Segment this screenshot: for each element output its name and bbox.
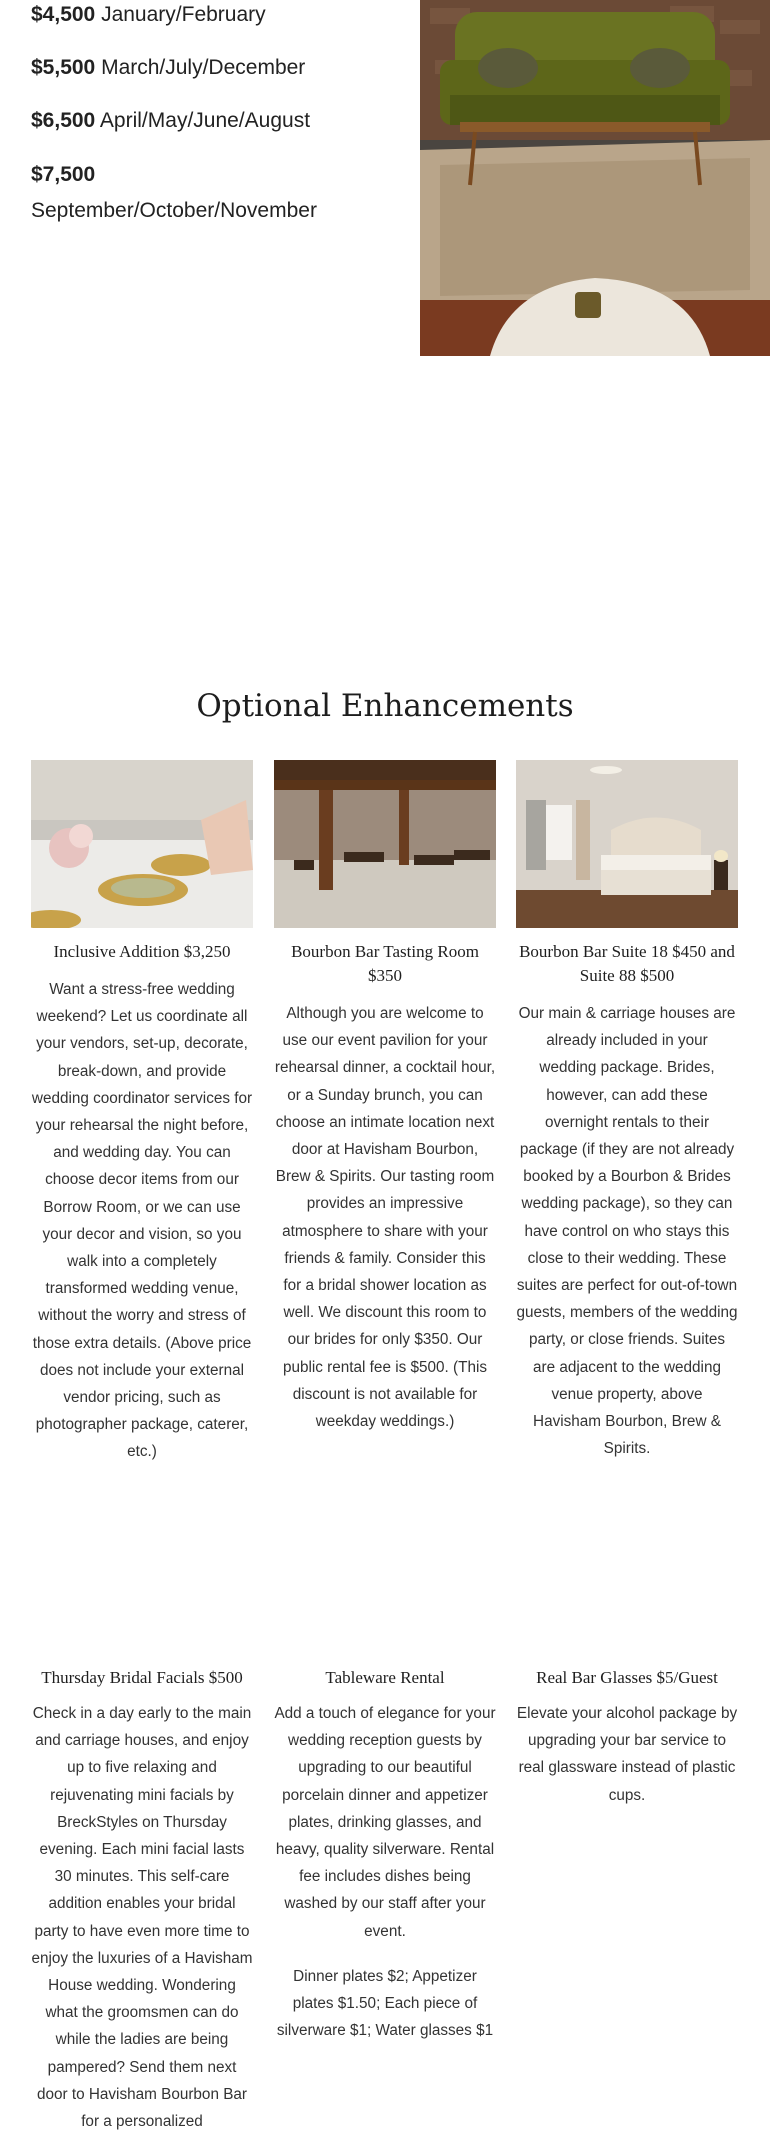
price-amount: $7,500 — [31, 163, 96, 186]
enhancement-card — [516, 760, 738, 1462]
price-amount: $6,500 — [31, 109, 96, 132]
enhancement-description: Want a stress-free wedding weekend? Let us coordinate all your vendors, set-up, decorate, break-down, and provide wedding coordinator services for your rehearsal the night before, and wedding day. You can choose decor items from our Borrow Room, or we can use your decor and vision, so you walk into a completely transformed wedding venue, without the worry and stress of those extra details. (Above price does not include your external vendor pricing, such as photographer package, caterer, etc.) — [31, 981, 253, 1461]
enhancement-card — [274, 760, 496, 1435]
enhancement-card — [31, 760, 253, 1466]
price-row — [31, 0, 266, 30]
price-row — [31, 160, 95, 190]
suite-bedroom-photo — [516, 760, 738, 928]
price-months: January/February — [101, 3, 266, 26]
enhancement-title: Tableware Rental — [325, 1668, 445, 1687]
tasting-room-photo — [274, 760, 496, 928]
price-row — [31, 53, 305, 83]
table-setting-photo — [31, 760, 253, 928]
enhancement-description: Add a touch of elegance for your wedding reception guests by upgrading to our beautiful porcelain dinner and appetizer plates, drinking glasses, and heavy, quality silverware. Rental fee includes dishes being washed by our staff after your event. — [274, 1705, 496, 1940]
enhancement-card — [274, 1666, 496, 2044]
price-months: April/May/June/August — [99, 109, 311, 132]
price-row — [31, 106, 310, 136]
enhancement-title: Inclusive Addition $3,250 — [53, 942, 231, 961]
enhancement-card — [516, 1666, 738, 1809]
enhancement-title: Real Bar Glasses $5/Guest — [536, 1668, 718, 1687]
enhancement-title: Bourbon Bar Tasting Room $350 — [291, 942, 479, 985]
price-amount: $4,500 — [31, 3, 96, 26]
enhancement-title: Thursday Bridal Facials $500 — [41, 1668, 243, 1687]
price-months-row — [31, 196, 317, 226]
enhancement-title: Bourbon Bar Suite 18 $450 and Suite 88 $500 — [519, 942, 735, 985]
price-months: March/July/December — [101, 56, 306, 79]
price-amount: $5,500 — [31, 56, 96, 79]
green-sofa-photo — [420, 0, 770, 356]
tableware-prices: Dinner plates $2; Appetizer plates $1.50; Each piece of silverware $1; Water glasses $1 — [276, 1967, 494, 2040]
enhancement-description: Elevate your alcohol package by upgrading your bar service to real glassware instead of plastic cups. — [516, 1705, 738, 1804]
enhancement-card — [31, 1666, 253, 2135]
enhancement-description: Although you are welcome to use our event pavilion for your rehearsal dinner, a cocktail hour, or a Sunday brunch, you can choose an intimate location next door at Havisham Bourbon, Brew & Spirits. Our tasting room provides an impressive atmosphere to share with your friends & family. Consider this for a bridal shower location as well. We discount this room to our brides for only $350. Our public rental fee is $500. (This discount is not available for weekday weddings.) — [274, 1005, 496, 1431]
section-title: Optional Enhancements — [196, 688, 574, 724]
enhancement-description: Our main & carriage houses are already included in your wedding package. Brides, however, can add these overnight rentals to their package (if they are not already booked by a Bourbon & Brides wedding package), so they can have control on who stays this close to their wedding. These suites are perfect for out-of-town guests, members of the wedding party, or close friends. Suites are adjacent to the wedding venue property, above Havisham Bourbon, Brew & Spirits. — [516, 1005, 738, 1458]
price-months: September/October/November — [31, 199, 317, 222]
enhancement-description: Check in a day early to the main and carriage houses, and enjoy up to five relaxing and rejuvenating mini facials by BreckStyles on Thursday evening. Each mini facial lasts 30 minutes. This self-care addition enables your bridal party to have even more time to enjoy the luxuries of a Havisham House wedding. Wondering what the groomsmen can do while the ladies are being pampered? Send them next door to Havisham Bourbon Bar for a personalized — [31, 1705, 253, 2131]
